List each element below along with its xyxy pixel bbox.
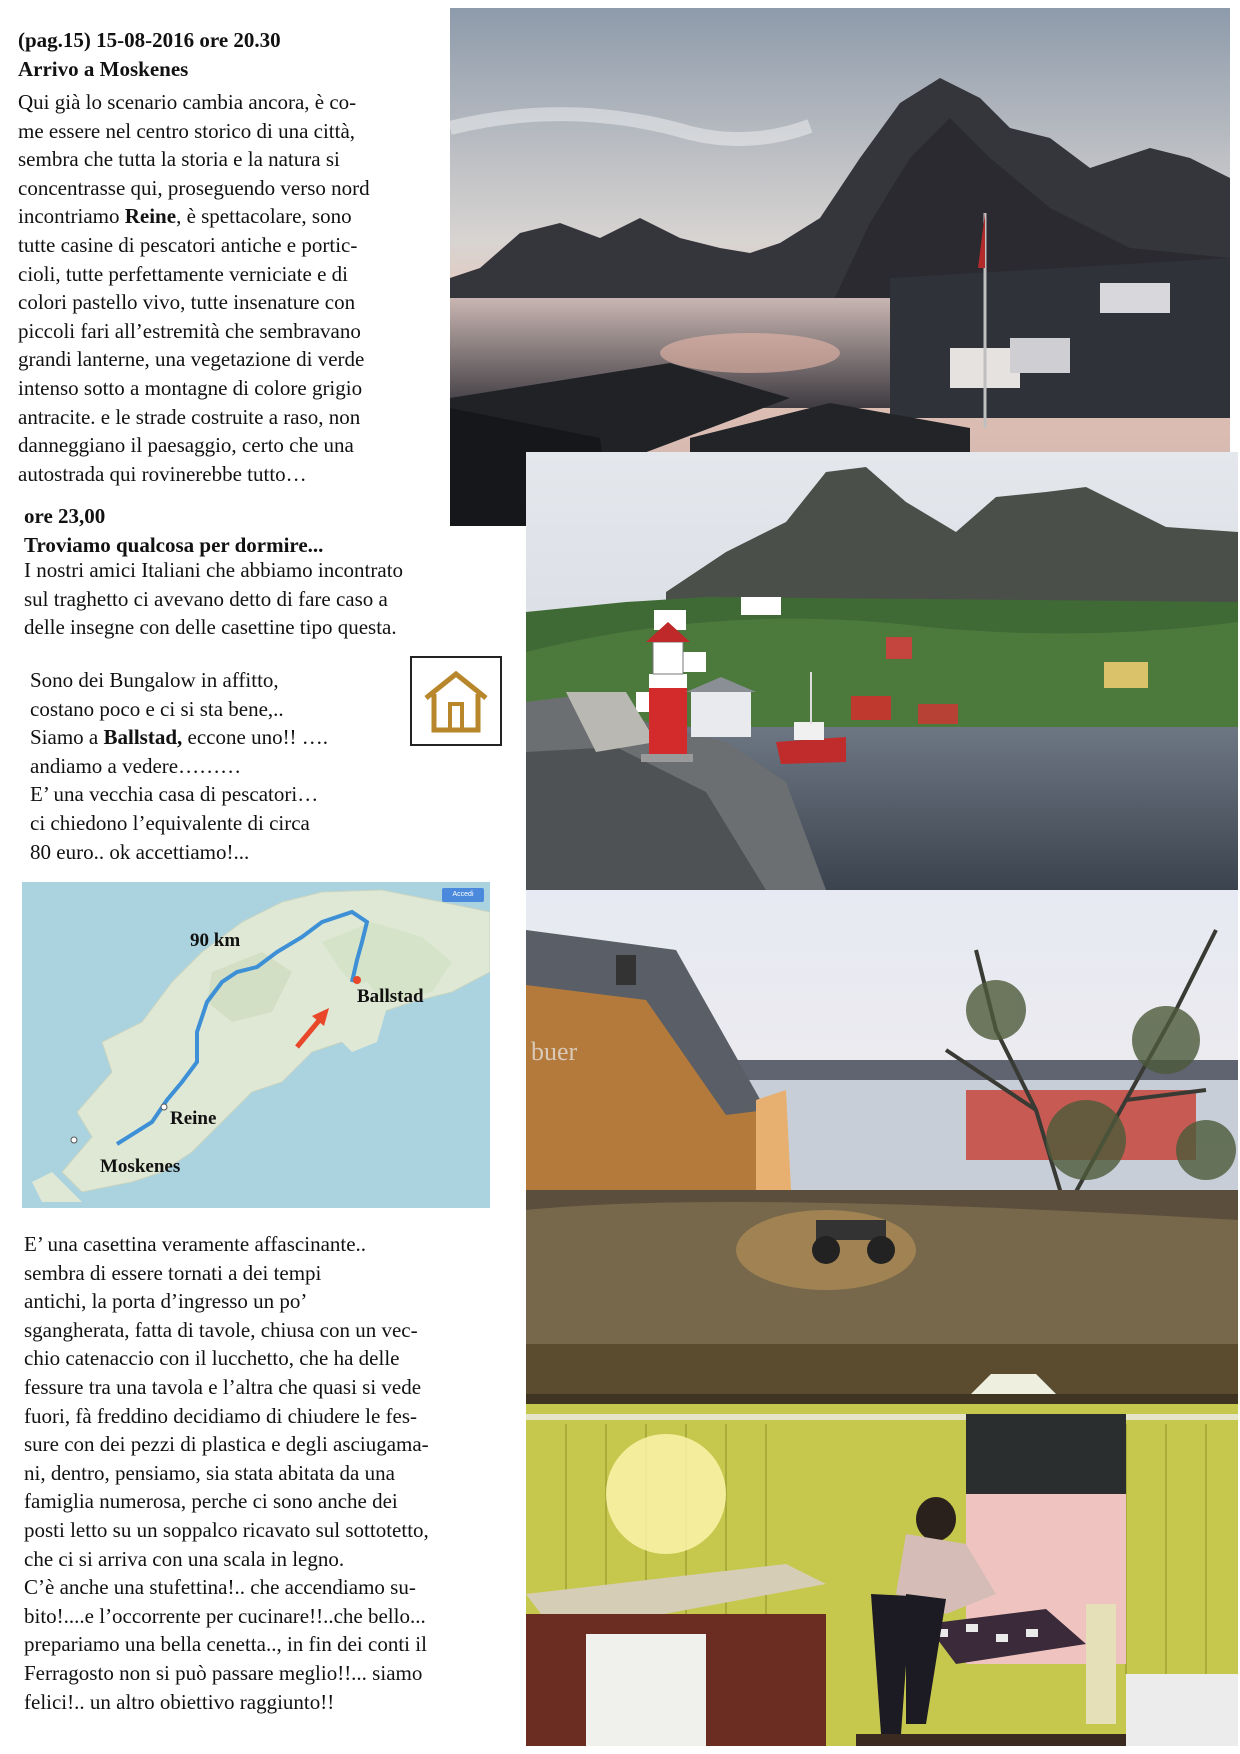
photo-cabin-dusk — [526, 890, 1238, 1344]
section1-paragraph — [18, 88, 448, 488]
house-sign-box — [410, 656, 502, 746]
section3-paragraph — [30, 666, 410, 866]
section2-paragraph: I nostri amici Italiani che abbiamo incontrato sul traghetto ci avevano detto di fare caso a delle insegne con delle casettine tipo questa. — [24, 558, 404, 640]
photo-reine-sunset — [450, 8, 1230, 526]
section2-heading — [24, 502, 494, 559]
section1-title: Arrivo a Moskenes — [18, 56, 189, 81]
section1-heading — [18, 26, 448, 83]
section2-title: Troviamo qualcosa per dormire... — [24, 532, 324, 557]
section1-text-b: , è spettacolare, sono tutte casine di pescatori antiche e portic- cioli, tutte perfettamente verniciate e di colori pastello vivo, tutte insenature con piccoli fari all’estremità che sembravano grandi lanterne, una vegetazione di verde intenso sotto a montagne di colore grigio antracite. e le strade costruite a raso, non danneggiano il paesaggio, certo che una autostrada qui rovinerebbe tutto… — [18, 204, 365, 486]
cabin-sign-text: buer — [531, 1037, 578, 1066]
house-icon — [412, 658, 500, 744]
section1-text-a: Qui già lo scenario cambia ancora, è co- me essere nel centro storico di una città, sembra che tutta la storia e la natura si concentrasse qui, proseguendo verso nord incontriamo — [18, 90, 370, 229]
section3-line2: costano poco e ci si sta bene,.. — [30, 696, 284, 721]
section3-line3b: eccone uno!! …. — [182, 725, 329, 750]
section3-ballstad: Ballstad, — [103, 725, 183, 750]
map-distance-label: 90 km — [190, 930, 241, 951]
section4-paragraph: E’ una casettina veramente affascinante.. sembra di essere tornati a dei tempi antichi, la porta d’ingresso un po’ sgangherata, fatta di tavole, chiusa con un vec- chio catenaccio con il lucchetto, che ha delle fessure tra una tavola e l’altra che quasi si vede fuori, fà freddino decidiamo di chiudere le fes- sure con dei pezzi di plastica e degli asciugama- ni, dentro, pensiamo, sia stata abitata da una famiglia numerosa, perche ci sono anche dei posti letto su un soppalco ricavato sul sottotetto, che ci si arriva con una scala in legno. C’è anche una stufettina!.. che accendiamo su- bito!....e l’occorrente per cucinare!!..che bello... prepariamo una bella cenetta.., in fin dei conti il Ferragosto non si può passare meglio!!... siamo felici!.. un altro obiettivo raggiunto!! — [24, 1232, 429, 1714]
section3-rest: andiamo a vedere……… E’ una vecchia casa di pescatori… ci chiedono l’equivalente di circa 80 euro.. ok accettiamo!... — [30, 753, 319, 864]
section3-line3a: Siamo a — [30, 725, 104, 750]
photo-ballstad-harbour — [526, 452, 1238, 890]
section2-time: ore 23,00 — [24, 504, 106, 528]
photo-kitchen-interior — [526, 1344, 1238, 1746]
map-label-ballstad: Ballstad — [357, 986, 424, 1007]
map-label-moskenes: Moskenes — [100, 1156, 181, 1177]
section1-date: (pag.15) 15-08-2016 ore 20.30 — [18, 28, 281, 52]
section1-text-reine: Reine — [124, 204, 177, 229]
route-map[interactable] — [22, 882, 490, 1208]
section3-line1: Sono dei Bungalow in affitto, — [30, 668, 279, 692]
map-label-reine: Reine — [170, 1108, 217, 1129]
map-signin-button[interactable]: Accedi — [442, 888, 484, 902]
map-terrain — [22, 882, 490, 1208]
